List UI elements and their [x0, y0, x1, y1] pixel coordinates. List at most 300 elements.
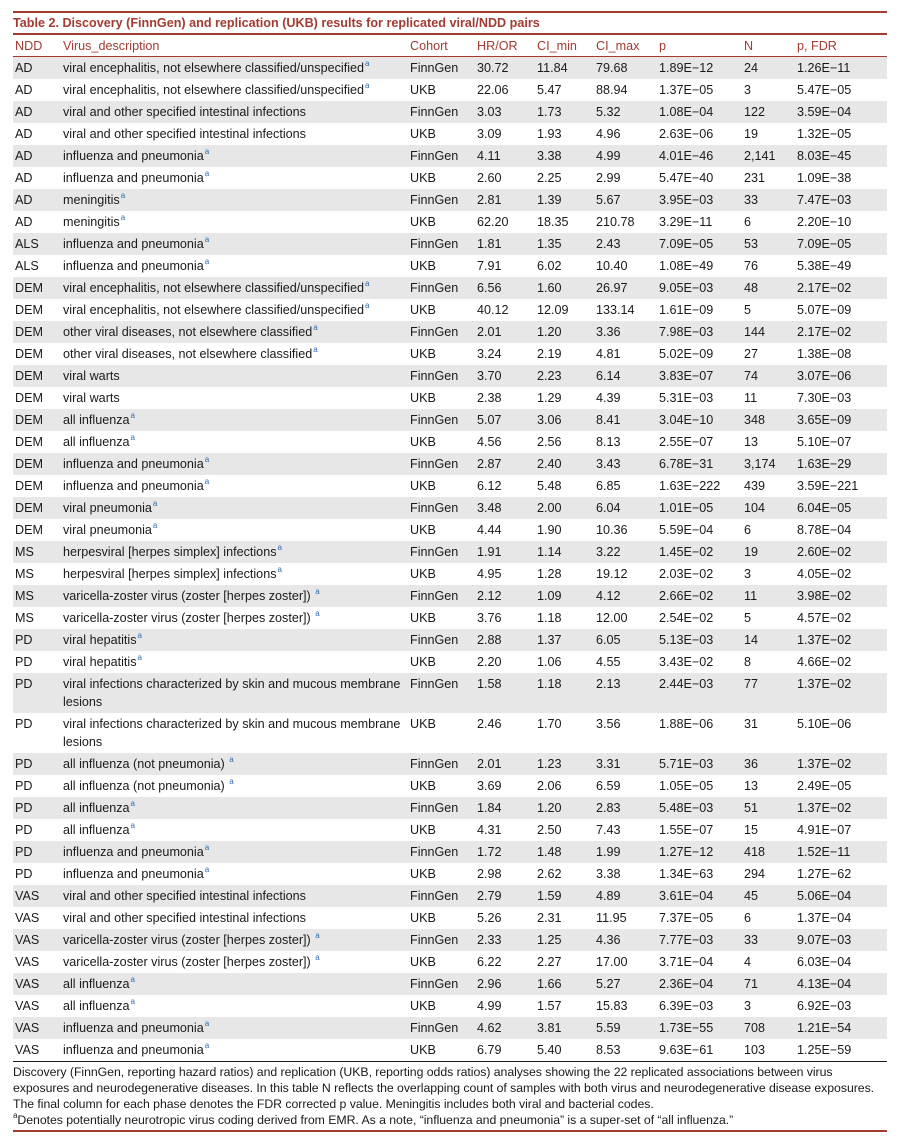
cell-p-fdr: 1.52E−11 [795, 841, 887, 863]
cell-ci-max: 210.78 [596, 215, 635, 229]
neurotropic-marker: a [365, 279, 370, 288]
table-row [13, 607, 887, 629]
cell-p: 1.34E−63 [659, 867, 714, 881]
cell-n: 8 [744, 655, 752, 669]
cell-n: 439 [744, 479, 766, 493]
cell-hr-or: 6.12 [477, 479, 502, 493]
neurotropic-marker: a [365, 301, 370, 310]
cell-cohort: FinnGen [408, 57, 475, 80]
cell-n: 51 [742, 797, 795, 819]
footnote-main: Discovery (FinnGen, reporting hazard ratios) and replication (UKB, reporting odds ratios) analyses showing the 22 replicated associations between virus exposures and neurodegenerative diseases. In this table N reflects the overlapping count of samples with both virus and neurodegenerative disease exposures. The final column for each phase denotes the FDR corrected p value. Meningitis includes both viral and bacterial codes. [13, 1065, 875, 1111]
neurotropic-marker: a [152, 499, 158, 508]
table-row [13, 753, 887, 775]
cell-p: 7.98E−03 [657, 321, 742, 343]
cell-virus-description [61, 145, 408, 167]
cell-hr-or: 2.60 [477, 171, 502, 185]
cell-cohort: UKB [410, 347, 436, 361]
cell-ci-min: 1.37 [535, 629, 594, 651]
cell-p: 5.48E−03 [657, 797, 742, 819]
neurotropic-marker: a [315, 609, 320, 618]
cell-ndd: MS [13, 585, 61, 607]
table-row [13, 431, 887, 453]
cell-virus-description [61, 775, 408, 797]
cell-cohort: FinnGen [408, 101, 475, 123]
neurotropic-marker: a [130, 411, 135, 420]
cell-hr-or: 3.24 [477, 347, 502, 361]
cell-p-fdr: 3.59E−221 [797, 479, 859, 493]
virus-text: influenza and pneumonia [63, 1043, 204, 1057]
cell-virus-description [61, 79, 408, 101]
cell-ci-max: 7.43 [596, 823, 621, 837]
virus-text: viral hepatitis [63, 655, 137, 669]
cell-ci-min: 2.23 [535, 365, 594, 387]
cell-n: 19 [742, 541, 795, 563]
cell-n: 5 [744, 611, 752, 625]
virus-text: viral warts [63, 391, 120, 405]
cell-n: 5 [744, 303, 752, 317]
cell-n: 4 [744, 955, 752, 969]
cell-ci-max: 5.32 [594, 101, 657, 123]
cell-n: 48 [742, 277, 795, 299]
cell-p: 5.02E−09 [659, 347, 714, 361]
cell-ndd: PD [13, 797, 61, 819]
cell-p: 1.01E−05 [657, 497, 742, 519]
cell-p-fdr: 5.07E−09 [797, 303, 852, 317]
cell-hr-or: 2.88 [475, 629, 535, 651]
cell-virus-description [61, 497, 408, 519]
cell-p: 2.03E−02 [659, 567, 714, 581]
cell-ndd: VAS [15, 999, 40, 1013]
cell-ci-min: 1.29 [537, 391, 562, 405]
cell-cohort: FinnGen [408, 497, 475, 519]
cell-p: 5.71E−03 [657, 753, 742, 775]
cell-ci-min: 2.50 [537, 823, 562, 837]
cell-p-fdr: 1.32E−05 [797, 127, 852, 141]
cell-ci-max: 3.36 [594, 321, 657, 343]
cell-cohort: UKB [410, 83, 436, 97]
cell-cohort: FinnGen [408, 321, 475, 343]
cell-p-fdr: 3.07E−06 [795, 365, 887, 387]
cell-n: 3,174 [742, 453, 795, 475]
cell-virus-description [61, 321, 408, 343]
table-row [13, 277, 887, 299]
cell-p-fdr: 7.47E−03 [795, 189, 887, 211]
cell-virus-description [61, 123, 408, 145]
neurotropic-marker: a [315, 587, 320, 596]
virus-text: all influenza (not pneumonia) [63, 757, 229, 771]
virus-text: varicella-zoster virus (zoster [herpes zoster]) [63, 611, 315, 625]
virus-text: viral encephalitis, not elsewhere classified/unspecified [63, 303, 365, 317]
cell-cohort: UKB [410, 655, 436, 669]
cell-ndd: VAS [15, 911, 40, 925]
cell-cohort: FinnGen [408, 365, 475, 387]
cell-ndd: DEM [15, 347, 43, 361]
cell-ndd: VAS [13, 973, 61, 995]
virus-text: viral infections characterized by skin and mucous membrane lesions [63, 677, 401, 709]
virus-text: all influenza [63, 823, 130, 837]
cell-p: 1.08E−04 [657, 101, 742, 123]
cell-virus-description [61, 453, 408, 475]
cell-ci-max: 6.14 [594, 365, 657, 387]
cell-virus-description [61, 167, 408, 189]
cell-ci-max: 8.41 [594, 409, 657, 431]
cell-n: 2,141 [742, 145, 795, 167]
cell-n: 45 [742, 885, 795, 907]
cell-hr-or: 3.70 [475, 365, 535, 387]
cell-ndd: PD [13, 673, 61, 713]
cell-p-fdr: 8.78E−04 [797, 523, 852, 537]
table-row [13, 145, 887, 167]
cell-p-fdr: 1.37E−02 [795, 753, 887, 775]
cell-p-fdr: 4.05E−02 [797, 567, 852, 581]
cell-p: 3.43E−02 [659, 655, 714, 669]
cell-ci-min: 1.59 [535, 885, 594, 907]
cell-cohort: UKB [410, 567, 436, 581]
cell-ndd: DEM [13, 321, 61, 343]
table-row [13, 211, 887, 233]
cell-cohort: FinnGen [408, 453, 475, 475]
table-row [13, 797, 887, 819]
cell-p: 2.66E−02 [657, 585, 742, 607]
cell-hr-or: 5.26 [477, 911, 502, 925]
cell-cohort: UKB [410, 867, 436, 881]
virus-text: viral hepatitis [63, 633, 137, 647]
cell-ci-max: 3.31 [594, 753, 657, 775]
neurotropic-marker: a [229, 777, 234, 786]
cell-ci-min: 2.00 [535, 497, 594, 519]
neurotropic-marker: a [204, 169, 210, 178]
cell-p-fdr: 1.37E−04 [797, 911, 852, 925]
table-row [13, 841, 887, 863]
cell-hr-or: 3.09 [477, 127, 502, 141]
cell-p-fdr: 5.10E−06 [797, 717, 852, 731]
cell-p-fdr: 1.09E−38 [797, 171, 852, 185]
cell-p-fdr: 5.10E−07 [797, 435, 852, 449]
cell-p: 1.08E−49 [659, 259, 714, 273]
virus-text: varicella-zoster virus (zoster [herpes zoster]) [63, 589, 315, 603]
cell-ci-min: 1.73 [535, 101, 594, 123]
virus-text: viral and other specified intestinal infections [63, 127, 306, 141]
virus-text: viral and other specified intestinal infections [63, 911, 306, 925]
table-row [13, 101, 887, 123]
virus-text: viral encephalitis, not elsewhere classified/unspecified [63, 83, 365, 97]
cell-n: 31 [744, 717, 759, 731]
cell-virus-description [61, 1039, 408, 1061]
virus-text: herpesviral [herpes simplex] infections [63, 545, 277, 559]
virus-text: influenza and pneumonia [63, 237, 204, 251]
cell-cohort: FinnGen [408, 189, 475, 211]
cell-p-fdr: 2.49E−05 [797, 779, 852, 793]
cell-ndd: ALS [15, 259, 39, 273]
cell-p: 2.44E−03 [657, 673, 742, 713]
cell-virus-description [61, 885, 408, 907]
cell-ci-min: 11.84 [535, 57, 594, 80]
neurotropic-marker: a [130, 997, 135, 1006]
table-row [13, 907, 887, 929]
cell-ci-max: 6.04 [594, 497, 657, 519]
cell-ci-max: 6.85 [596, 479, 621, 493]
cell-hr-or: 4.62 [475, 1017, 535, 1039]
cell-ndd: PD [15, 823, 33, 837]
cell-ci-max: 6.05 [594, 629, 657, 651]
cell-p-fdr: 7.09E−05 [795, 233, 887, 255]
cell-ndd: PD [13, 629, 61, 651]
cell-ci-max: 1.99 [594, 841, 657, 863]
table-row [13, 775, 887, 797]
neurotropic-marker: a [277, 543, 282, 552]
cell-ci-max: 11.95 [596, 911, 627, 925]
virus-text: viral encephalitis, not elsewhere classified/unspecified [63, 281, 365, 295]
cell-cohort: UKB [410, 1043, 436, 1057]
cell-ci-min: 1.06 [537, 655, 562, 669]
cell-n: 11 [744, 391, 758, 405]
cell-hr-or: 7.91 [477, 259, 502, 273]
cell-n: 13 [744, 435, 759, 449]
footnote-a [13, 1112, 887, 1128]
cell-n: 3 [744, 999, 752, 1013]
cell-p-fdr: 1.63E−29 [795, 453, 887, 475]
cell-p: 3.71E−04 [659, 955, 714, 969]
cell-virus-description [61, 819, 408, 841]
cell-ci-max: 3.38 [596, 867, 621, 881]
virus-text: other viral diseases, not elsewhere classified [63, 325, 313, 339]
cell-p: 9.63E−61 [659, 1043, 714, 1057]
cell-ci-max: 4.81 [596, 347, 621, 361]
cell-ci-min: 18.35 [537, 215, 569, 229]
cell-virus-description [61, 629, 408, 651]
virus-text: viral encephalitis, not elsewhere classified/unspecified [63, 61, 365, 75]
cell-n: 36 [742, 753, 795, 775]
cell-virus-description [61, 713, 408, 753]
cell-p-fdr: 2.20E−10 [797, 215, 852, 229]
cell-p-fdr: 4.66E−02 [797, 655, 852, 669]
cell-virus-description [61, 651, 408, 673]
table-row [13, 57, 887, 80]
cell-virus-description [61, 365, 408, 387]
cell-n: 3 [744, 567, 752, 581]
cell-cohort: UKB [410, 717, 436, 731]
cell-ci-min: 3.38 [535, 145, 594, 167]
cell-p: 2.63E−06 [659, 127, 714, 141]
cell-virus-description [61, 277, 408, 299]
table-row [13, 629, 887, 651]
cell-p-fdr: 6.03E−04 [797, 955, 852, 969]
cell-ci-max: 133.14 [596, 303, 635, 317]
table-row [13, 167, 887, 189]
cell-ndd: AD [13, 189, 61, 211]
virus-text: all influenza [63, 413, 130, 427]
cell-p-fdr: 5.06E−04 [795, 885, 887, 907]
cell-ci-min: 2.27 [537, 955, 562, 969]
cell-virus-description [61, 907, 408, 929]
virus-text: influenza and pneumonia [63, 867, 204, 881]
cell-ci-max: 8.53 [596, 1043, 621, 1057]
cell-n: 15 [744, 823, 759, 837]
cell-virus-description [61, 475, 408, 497]
table-row [13, 497, 887, 519]
table-row [13, 321, 887, 343]
cell-p-fdr: 6.92E−03 [797, 999, 852, 1013]
cell-n: 708 [742, 1017, 795, 1039]
table-row [13, 819, 887, 841]
cell-n: 103 [744, 1043, 766, 1057]
neurotropic-marker: a [204, 147, 210, 156]
table-row [13, 1039, 887, 1061]
cell-virus-description [61, 343, 408, 365]
cell-ci-min: 1.18 [537, 611, 562, 625]
cell-ndd: DEM [15, 435, 43, 449]
cell-n: 6 [744, 523, 752, 537]
cell-ndd: PD [15, 717, 33, 731]
cell-cohort: UKB [410, 911, 436, 925]
cell-ndd: MS [15, 611, 34, 625]
cell-ci-min: 1.70 [537, 717, 562, 731]
cell-ci-min: 1.90 [537, 523, 562, 537]
cell-cohort: FinnGen [408, 885, 475, 907]
cell-p: 4.01E−46 [657, 145, 742, 167]
cell-ndd: PD [13, 753, 61, 775]
cell-n: 27 [744, 347, 759, 361]
neurotropic-marker: a [137, 631, 142, 640]
cell-n: 76 [744, 259, 759, 273]
cell-p: 3.29E−11 [659, 215, 713, 229]
cell-ci-min: 1.18 [535, 673, 594, 713]
neurotropic-marker: a [313, 323, 318, 332]
neurotropic-marker: a [365, 59, 370, 68]
cell-ci-min: 1.20 [535, 797, 594, 819]
neurotropic-marker: a [204, 865, 210, 874]
neurotropic-marker: a [204, 1041, 210, 1050]
virus-text: varicella-zoster virus (zoster [herpes zoster]) [63, 933, 315, 947]
cell-cohort: FinnGen [408, 673, 475, 713]
cell-virus-description [61, 409, 408, 431]
table-body [13, 57, 887, 1062]
cell-p-fdr: 2.17E−02 [795, 277, 887, 299]
cell-ndd: MS [15, 567, 34, 581]
cell-p-fdr: 1.37E−02 [795, 797, 887, 819]
cell-ci-min: 1.35 [535, 233, 594, 255]
cell-ci-min: 1.28 [537, 567, 562, 581]
virus-text: all influenza [63, 435, 130, 449]
cell-n: 418 [742, 841, 795, 863]
cell-n: 144 [742, 321, 795, 343]
neurotropic-marker: a [130, 799, 135, 808]
cell-p: 2.54E−02 [659, 611, 714, 625]
cell-hr-or: 4.31 [477, 823, 502, 837]
cell-hr-or: 2.01 [475, 321, 535, 343]
cell-ci-max: 3.22 [594, 541, 657, 563]
table-row [13, 519, 887, 541]
table-row [13, 713, 887, 753]
cell-ci-min: 1.39 [535, 189, 594, 211]
neurotropic-marker: a [315, 931, 320, 940]
cell-cohort: FinnGen [408, 145, 475, 167]
header-cohort: Cohort [408, 35, 475, 57]
table-row [13, 409, 887, 431]
cell-hr-or: 2.01 [475, 753, 535, 775]
virus-text: varicella-zoster virus (zoster [herpes zoster]) [63, 955, 315, 969]
cell-ci-max: 5.27 [594, 973, 657, 995]
cell-p-fdr: 1.27E−62 [797, 867, 852, 881]
cell-ci-min: 6.02 [537, 259, 562, 273]
cell-hr-or: 2.79 [475, 885, 535, 907]
cell-n: 19 [744, 127, 759, 141]
cell-p-fdr: 4.91E−07 [797, 823, 852, 837]
footnote-a-text: Denotes potentially neurotropic virus coding derived from EMR. As a note, “influenza and pneumonia” is a super-set of “all influenza.” [17, 1113, 734, 1127]
cell-virus-description [61, 189, 408, 211]
cell-cohort: UKB [410, 999, 436, 1013]
cell-p: 6.39E−03 [659, 999, 714, 1013]
cell-p: 7.77E−03 [657, 929, 742, 951]
table-row [13, 255, 887, 277]
virus-text: herpesviral [herpes simplex] infections [63, 567, 277, 581]
cell-cohort: UKB [410, 303, 436, 317]
cell-ci-max: 2.13 [594, 673, 657, 713]
cell-virus-description [61, 673, 408, 713]
cell-n: 24 [742, 57, 795, 80]
cell-n: 74 [742, 365, 795, 387]
neurotropic-marker: a [152, 521, 158, 530]
cell-ndd: VAS [13, 1017, 61, 1039]
cell-p: 1.63E−222 [659, 479, 721, 493]
virus-text: influenza and pneumonia [63, 479, 204, 493]
cell-p-fdr: 4.13E−04 [795, 973, 887, 995]
cell-p-fdr: 1.26E−11 [795, 57, 887, 80]
cell-ndd: DEM [13, 497, 61, 519]
cell-hr-or: 4.11 [475, 145, 535, 167]
neurotropic-marker: a [365, 81, 370, 90]
cell-ci-max: 2.43 [594, 233, 657, 255]
cell-n: 33 [742, 929, 795, 951]
cell-cohort: UKB [410, 259, 436, 273]
cell-ci-max: 4.89 [594, 885, 657, 907]
neurotropic-marker: a [130, 975, 135, 984]
cell-hr-or: 2.38 [477, 391, 502, 405]
virus-text: viral and other specified intestinal infections [63, 889, 306, 903]
cell-ci-max: 15.83 [596, 999, 628, 1013]
neurotropic-marker: a [277, 565, 282, 574]
cell-cohort: UKB [410, 391, 436, 405]
cell-virus-description [61, 519, 408, 541]
cell-ci-max: 4.12 [594, 585, 657, 607]
cell-hr-or: 2.33 [475, 929, 535, 951]
cell-ci-max: 19.12 [596, 567, 628, 581]
cell-ndd: AD [13, 57, 61, 80]
cell-ci-max: 3.43 [594, 453, 657, 475]
cell-cohort: UKB [410, 611, 436, 625]
cell-hr-or: 1.81 [475, 233, 535, 255]
table-row [13, 475, 887, 497]
table-row [13, 541, 887, 563]
virus-text: viral warts [63, 369, 120, 383]
cell-ndd: PD [15, 655, 33, 669]
cell-hr-or: 2.20 [477, 655, 502, 669]
virus-text: viral infections characterized by skin and mucous membrane lesions [63, 717, 401, 749]
cell-virus-description [61, 753, 408, 775]
cell-ci-min: 12.09 [537, 303, 569, 317]
cell-ci-max: 10.40 [596, 259, 628, 273]
end-rule [13, 1130, 887, 1132]
cell-p: 1.89E−12 [657, 57, 742, 80]
cell-ci-max: 17.00 [596, 955, 628, 969]
neurotropic-marker: a [130, 821, 135, 830]
cell-ci-max: 4.96 [596, 127, 621, 141]
neurotropic-marker: a [204, 843, 210, 852]
neurotropic-marker: a [315, 953, 320, 962]
cell-ci-min: 2.31 [537, 911, 562, 925]
cell-cohort: UKB [410, 779, 436, 793]
cell-hr-or: 6.56 [475, 277, 535, 299]
